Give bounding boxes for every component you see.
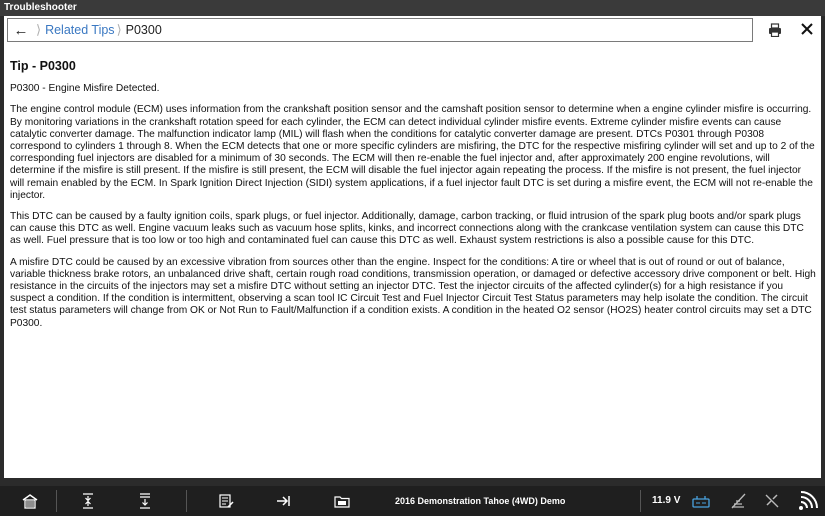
tip-content (10, 60, 816, 339)
tip-paragraph: The engine control module (ECM) uses information from the crankshaft position sensor and the camshaft position sensor to determine when a engine cylinder misfire is occurring. By monitoring variations in the crankshaft rotation speed for each cylinder, the ECM can detect individual cylinder misfire events. Extreme cylinder misfire events can cause catalytic converter damage. The malfunction indicator lamp (MIL) will flash when the conditions for catalytic converter damage are present. DTCs P0301 through P0308 correspond to cylinders 1 through 8. When the ECM detects that one or more specific cylinders are misfiring, the DTC for the respective misfiring cylinder will set and up to 2 of the corresponding fuel injectors are disabled for a minimum of 30 seconds. The ECM will then re-enable the fuel injector and, after approximately 200 engine revolutions, will determine if the misfire is still present. If the misfire is still present, the ECM will disable the fuel injector again repeating the process. If the misfire is not present, the fuel injector will remain enabled by the ECM. In Spark Ignition Direct Injection (SIDI) system applications, if a fuel injector fault DTC is set during a misfire event, the ECM will not re-enable the injector. (10, 104, 815, 201)
scroll-center-icon (80, 493, 96, 509)
back-button[interactable] (8, 19, 34, 41)
tip-title: Tip - P0300 (10, 59, 76, 73)
chevron-right-icon: ⟩ (36, 22, 42, 37)
toolbar-divider (640, 490, 641, 512)
troubleshooter-panel (4, 16, 821, 478)
folder-icon (334, 493, 350, 509)
scroll-center-button[interactable] (80, 493, 96, 509)
toolbar-divider (56, 490, 57, 512)
notes-icon (218, 493, 234, 509)
chevron-right-icon: ⟩ (116, 22, 122, 37)
vci-battery-icon (692, 493, 710, 509)
tip-paragraph: P0300 - Engine Misfire Detected. (10, 83, 160, 95)
breadcrumb-related-tips[interactable]: Related Tips (45, 23, 115, 37)
scroll-bottom-icon (137, 493, 153, 509)
scroll-bottom-button[interactable] (137, 493, 153, 509)
export-button[interactable] (276, 493, 292, 509)
signal-status (730, 493, 746, 509)
close-icon (800, 22, 814, 36)
export-icon (276, 493, 292, 509)
wifi-icon (798, 491, 818, 511)
no-link-icon (764, 493, 780, 509)
breadcrumb-current: P0300 (125, 23, 162, 37)
tip-paragraph: A misfire DTC could be caused by an excessive vibration from sources other than the engine. Inspect for the conditions: A tire or wheel that is out of round or out of balance, variable thickness brake rotors, an unbalanced drive shaft, certain rough road conditions, transmission operation, or damaged or defective accessory drive component or belt. High resistance in the circuits of the injectors may set a misfire DTC without setting an injector DTC. Test the injector circuits of the affected cylinder(s) for a high resistance if you suspect a condition. If the condition is intermittent, observing a scan tool IC Circuit Test and Fuel Injector Circuit Test Status parameters may help isolate the condition. The circuit test status parameters will change from OK or Not Run to Fault/Malfunction if a condition exists. A condition in the heated O2 sensor (HO2S) heater control circuits may set a DTC P0300. (10, 256, 816, 329)
link-status (764, 493, 780, 509)
window-title: Troubleshooter (0, 0, 825, 16)
wifi-status (798, 491, 818, 511)
notes-button[interactable] (218, 493, 234, 509)
folder-button[interactable] (334, 493, 350, 509)
printer-icon (768, 23, 782, 37)
battery-voltage: 11.9 V (652, 495, 681, 506)
arrow-left-icon: ← (13, 21, 29, 39)
home-button[interactable] (22, 493, 38, 509)
home-icon (22, 493, 38, 509)
vci-status (692, 493, 708, 509)
toolbar-divider (186, 490, 187, 512)
tip-paragraph: This DTC can be caused by a faulty ignition coils, spark plugs, or fuel injector. Additionally, damage, carbon tracking, or fluid intrusion of the spark plug boots and/or spark plugs can cause this DTC as well. Engine vacuum leaks such as vacuum hose splits, kinks, and incorrect connections along with the crankcase ventilation system can cause this DTC as well. Fuel pressure that is too low or too high and contaminated fuel can cause this DTC as well. Exhaust system restrictions is also a possible cause for this DTC. (10, 211, 804, 247)
no-signal-icon (730, 493, 746, 509)
breadcrumb-bar (7, 18, 753, 42)
close-button[interactable] (800, 22, 814, 36)
vehicle-label: 2016 Demonstration Tahoe (4WD) Demo (395, 496, 566, 506)
print-button[interactable] (768, 23, 782, 37)
bottom-toolbar (0, 486, 825, 516)
